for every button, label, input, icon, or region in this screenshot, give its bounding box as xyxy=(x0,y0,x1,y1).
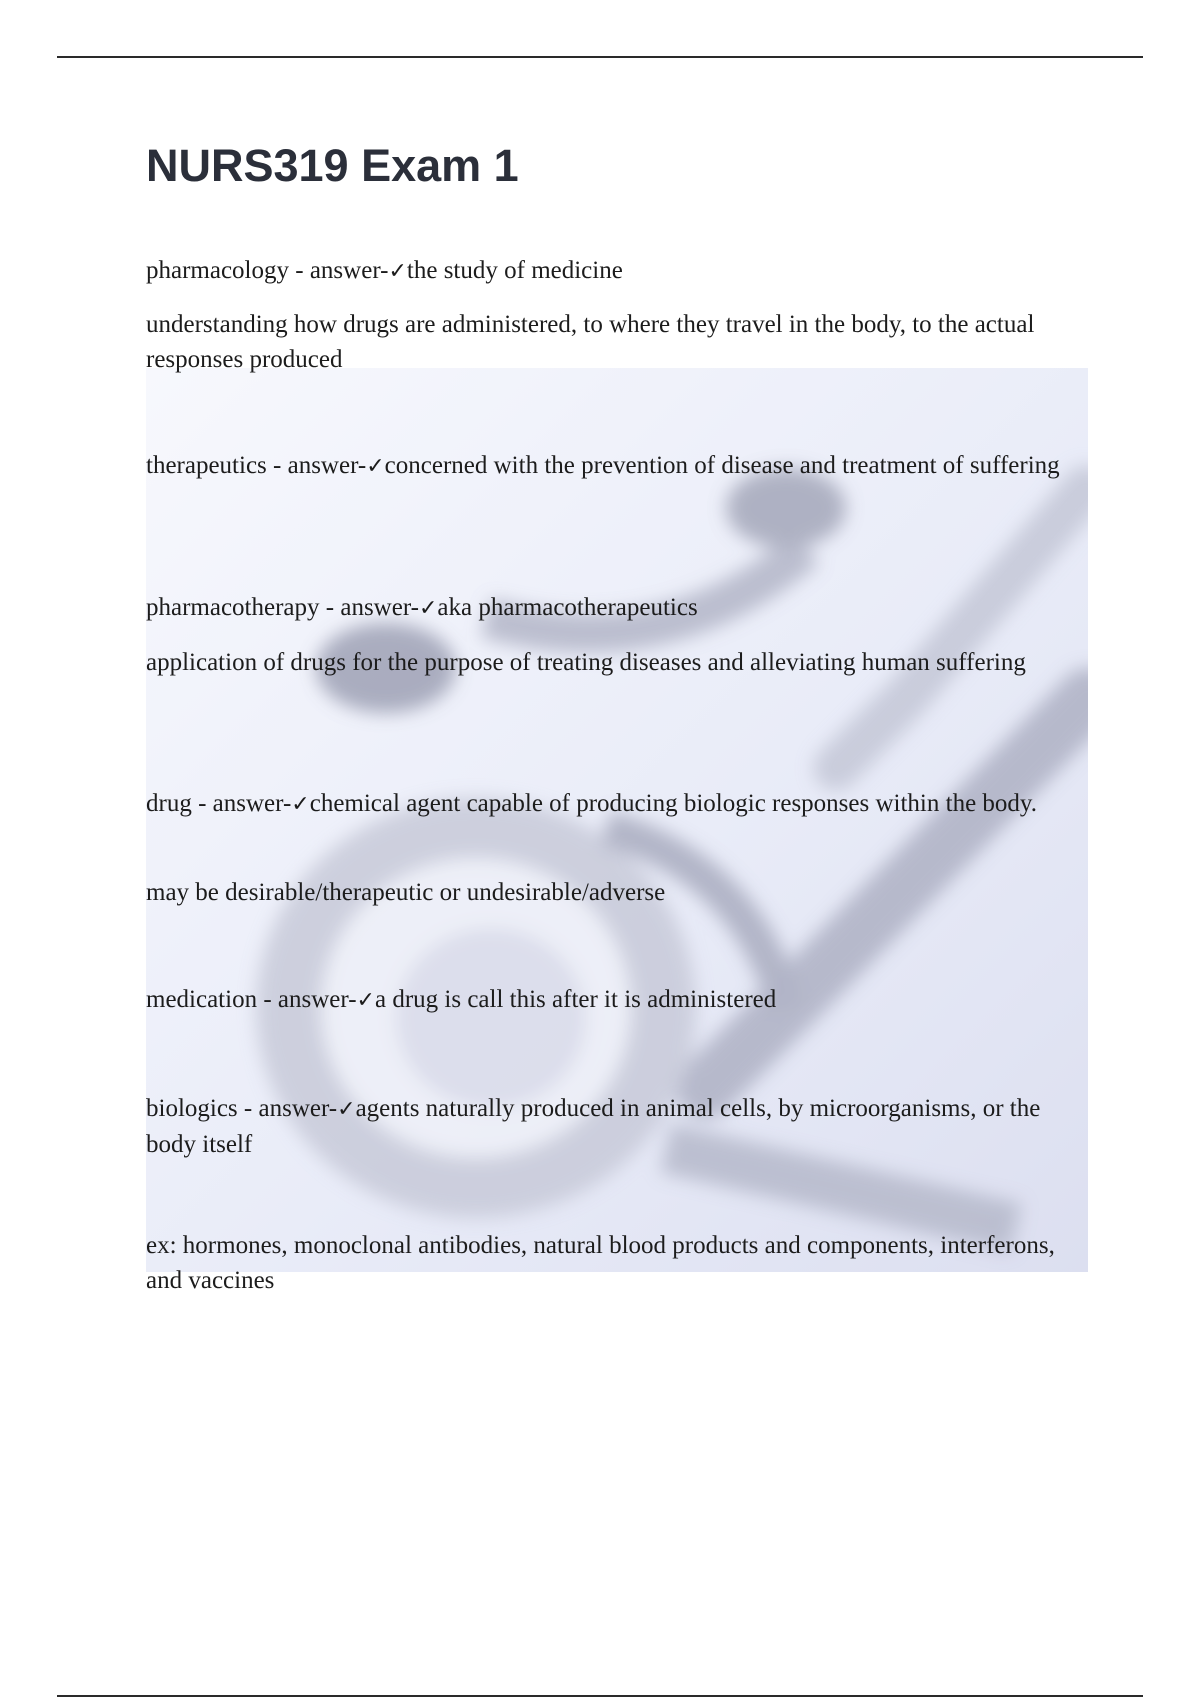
bottom-rule xyxy=(57,1695,1143,1697)
card-term: therapeutics xyxy=(146,452,267,479)
card-definition: chemical agent capable of producing biologic responses within the body. xyxy=(309,790,1038,817)
card-separator: - answer- xyxy=(191,790,292,817)
card-term: pharmacotherapy xyxy=(146,594,320,621)
card-note: may be desirable/therapeutic or undesirable/adverse xyxy=(146,879,666,906)
card-separator: - answer- xyxy=(237,1095,338,1122)
card-term-line xyxy=(146,1091,1096,1162)
page-title: NURS319 Exam 1 xyxy=(146,140,519,191)
checkmark-icon: ✓ xyxy=(366,454,385,479)
card-separator: - answer- xyxy=(266,452,367,479)
card-term: pharmacology xyxy=(146,257,290,284)
checkmark-icon: ✓ xyxy=(356,988,375,1013)
card-term-line xyxy=(146,448,1096,484)
card-term-line xyxy=(146,253,1096,289)
card-separator: - answer- xyxy=(319,594,419,621)
card-definition: the study of medicine xyxy=(406,257,623,284)
card-note: application of drugs for the purpose of treating diseases and alleviating human suffering xyxy=(146,649,1026,676)
checkmark-icon: ✓ xyxy=(291,792,310,817)
checkmark-icon: ✓ xyxy=(388,259,407,284)
card-term-line xyxy=(146,786,1096,822)
checkmark-icon: ✓ xyxy=(418,596,438,621)
card-separator: - answer- xyxy=(257,986,357,1013)
top-rule xyxy=(57,56,1143,58)
card-definition: aka pharmacotherapeutics xyxy=(437,594,698,621)
card-term: biologics xyxy=(146,1095,238,1122)
checkmark-icon: ✓ xyxy=(337,1097,356,1122)
card-term: drug xyxy=(146,790,192,817)
card-separator: - answer- xyxy=(289,257,389,284)
card-term: medication xyxy=(146,986,258,1013)
card-definition: concerned with the prevention of disease and treatment of suffering xyxy=(384,452,1060,479)
card-term-line xyxy=(146,982,1096,1018)
card-definition: a drug is call this after it is administered xyxy=(374,986,777,1013)
card-note: ex: hormones, monoclonal antibodies, natural blood products and components, interferons, and vaccines xyxy=(146,1232,1055,1294)
card-note: understanding how drugs are administered, to where they travel in the body, to the actual responses produced xyxy=(146,311,1035,373)
card-definition: agents naturally produced in animal cells, by microorganisms, or the body itself xyxy=(146,1095,1041,1158)
card-term-line xyxy=(146,590,1096,626)
